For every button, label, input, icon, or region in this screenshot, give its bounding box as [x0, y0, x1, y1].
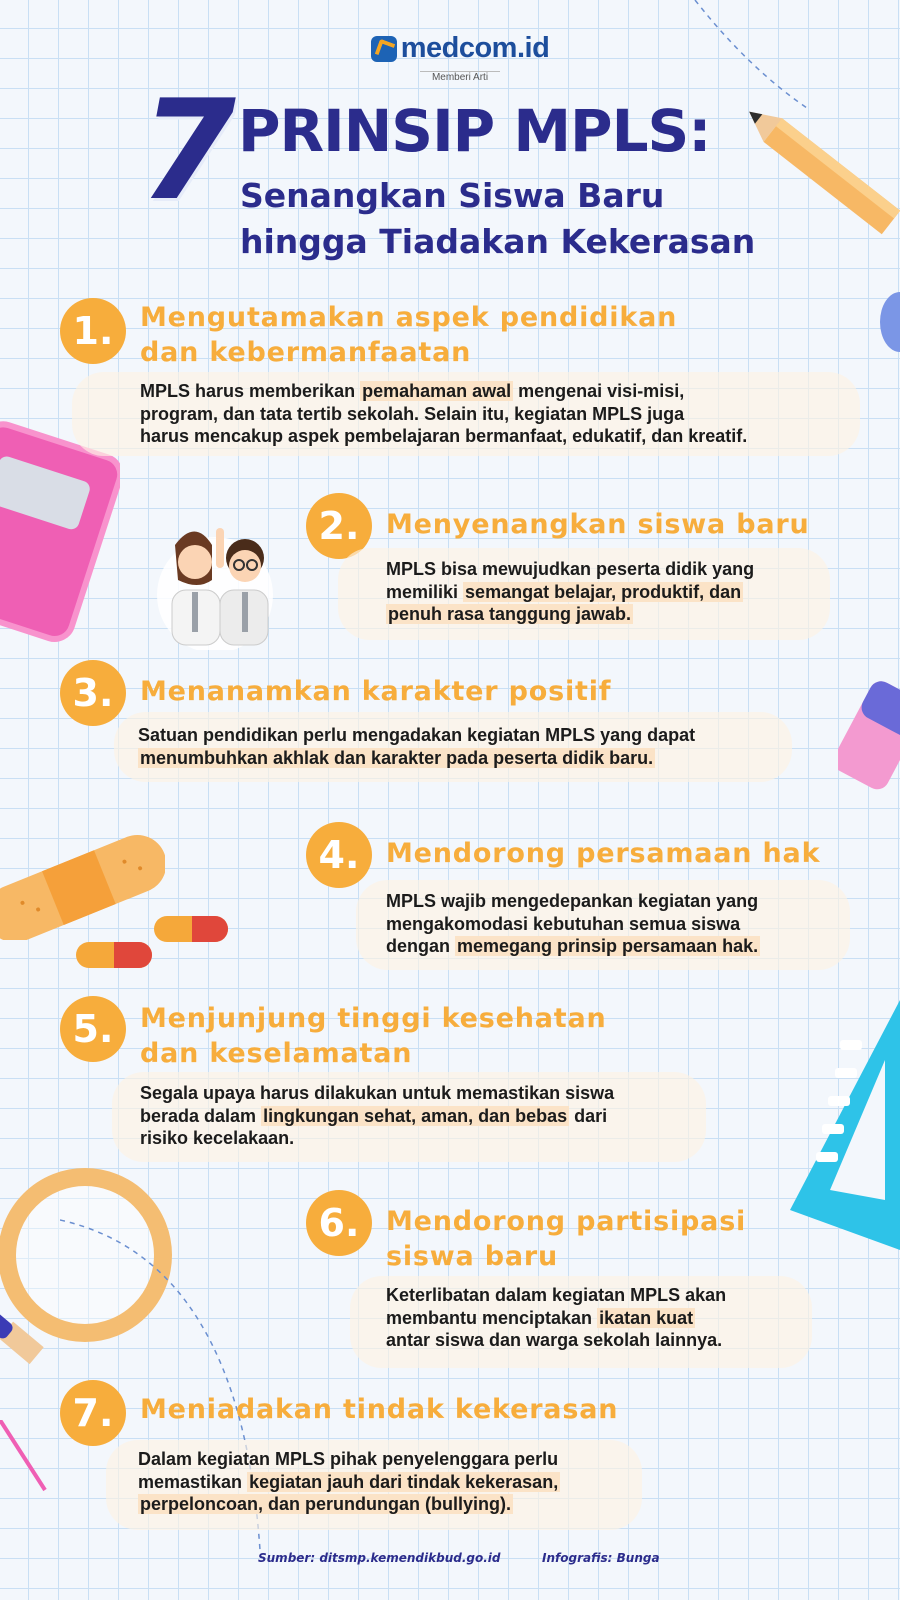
item-number-badge: 4. [306, 822, 372, 888]
description-line: harus mencakup aspek pembelajaran bermanfaat, edukatif, dan kreatif. [140, 426, 748, 446]
medcom-logo-icon [371, 36, 397, 62]
item-title [386, 507, 810, 542]
item-number-badge: 1. [60, 298, 126, 364]
pencil-illustration [748, 100, 900, 280]
item-title-line: Menjunjung tinggi kesehatan [140, 1003, 607, 1034]
blue-circle-edge [880, 292, 900, 352]
item-number-badge: 7. [60, 1380, 126, 1446]
page-title: PRINSIP MPLS: [238, 97, 711, 165]
description-line: membantu menciptakan ikatan kuat [386, 1307, 694, 1328]
logo-name: medcom.id [400, 32, 550, 64]
item-number-badge: 5. [60, 996, 126, 1062]
description-line: program, dan tata tertib sekolah. Selain itu, kegiatan MPLS juga [140, 403, 685, 424]
item-description [386, 558, 754, 626]
students-illustration [150, 520, 280, 650]
description-line: Satuan pendidikan perlu mengadakan kegiatan MPLS yang dapat [138, 725, 696, 745]
description-line: perpeloncoan, dan perundungan (bullying). [140, 1494, 511, 1514]
ruler-triangle-illustration [790, 1000, 900, 1260]
description-line: memastikan kegiatan jauh dari tindak kekerasan, [138, 1471, 559, 1492]
item-title [140, 300, 677, 370]
description-line: Keterlibatan dalam kegiatan MPLS akan [386, 1285, 727, 1305]
item-title-line: dan kebermanfaatan [140, 337, 472, 368]
item-description [138, 724, 695, 769]
description-line: berada dalam lingkungan sehat, aman, dan bebas dari [140, 1105, 608, 1126]
description-line: penuh rasa tanggung jawab. [388, 604, 632, 624]
item-title-line: Mendorong persamaan hak [386, 838, 821, 869]
description-line: Segala upaya harus dilakukan untuk memastikan siswa [140, 1083, 615, 1103]
item-description [386, 890, 760, 958]
item-description [138, 1448, 560, 1516]
medcom-logo [360, 32, 560, 84]
description-line: Dalam kegiatan MPLS pihak penyelenggara perlu [138, 1449, 559, 1469]
page-subtitle [240, 173, 755, 265]
item-title [386, 836, 820, 871]
footer-credit: Infografis: Bunga [542, 1551, 660, 1565]
eraser-illustration [838, 680, 900, 810]
item-number-badge: 2. [306, 493, 372, 559]
item-description [140, 380, 747, 448]
item-title [140, 674, 611, 709]
description-line: mengakomodasi kebutuhan semua siswa [386, 913, 741, 934]
item-title [140, 1392, 618, 1427]
subtitle-line-1: Senangkan Siswa Baru [240, 176, 665, 215]
item-title-line: Menanamkan karakter positif [140, 676, 612, 707]
compass-pink-illustration [0, 1420, 50, 1500]
description-line: antar siswa dan warga sekolah lainnya. [386, 1330, 723, 1350]
item-title-line: dan keselamatan [140, 1038, 413, 1069]
title-big-number: 7 [140, 70, 233, 231]
item-description [386, 1284, 726, 1352]
item-title-line: Meniadakan tindak kekerasan [140, 1394, 619, 1425]
bandage-illustration [0, 830, 165, 940]
item-number-badge: 3. [60, 660, 126, 726]
subtitle-line-2: hingga Tiadakan Kekerasan [240, 222, 756, 261]
description-line: menumbuhkan akhlak dan karakter pada peserta didik baru. [140, 747, 654, 768]
item-title-line: Mengutamakan aspek pendidikan [140, 302, 678, 333]
description-line: risiko kecelakaan. [140, 1128, 295, 1148]
description-line: MPLS wajib mengedepankan kegiatan yang [386, 891, 759, 911]
item-title [140, 1001, 607, 1071]
description-line: memiliki semangat belajar, produktif, dan [386, 581, 742, 602]
item-description [140, 1082, 614, 1150]
footer-source: Sumber: ditsmp.kemendikbud.go.id [258, 1551, 501, 1565]
description-line: dengan memegang prinsip persamaan hak. [386, 936, 759, 956]
item-title-line: Menyenangkan siswa baru [386, 509, 810, 540]
description-line: MPLS bisa mewujudkan peserta didik yang [386, 559, 755, 579]
logo-tagline: Memberi Arti [420, 71, 500, 83]
item-title-line: siswa baru [386, 1241, 559, 1272]
pill-illustration-2 [74, 938, 156, 972]
item-number-badge: 6. [306, 1190, 372, 1256]
item-title [386, 1204, 746, 1274]
pill-illustration-1 [152, 912, 232, 948]
description-line: MPLS harus memberikan pemahaman awal mengenai visi-misi, [140, 381, 685, 401]
item-title-line: Mendorong partisipasi [386, 1206, 747, 1237]
